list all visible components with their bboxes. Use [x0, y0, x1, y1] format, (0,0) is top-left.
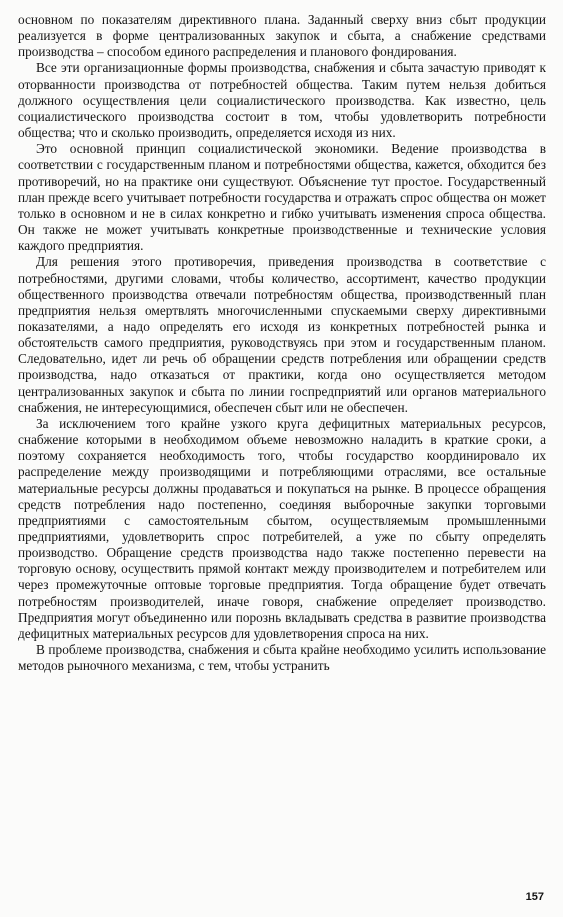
paragraph-1: основном по показателям директивного плана. Заданный сверху вниз сбыт продукции реализуется в форме централизованных закупок и сбыта, а снабжение средствами производства – способом единого распределения и планового фондирования.	[18, 12, 546, 60]
body-text	[18, 12, 546, 674]
paragraph-2: Все эти организационные формы производства, снабжения и сбыта зачастую приводят к оторванности производства от потребностей общества. Таким путем нельзя добиться должного осуществления цели социалистического производства. Как известно, цель социалистического производства состоит в том, чтобы удовлетворить потребности общества; что и сколько производить, определяется исходя из них.	[18, 60, 546, 141]
paragraph-3: Это основной принцип социалистической экономики. Ведение производства в соответствии с государственным планом и потребностями общества, кажется, обходится без противоречий, но на практике они существуют. Объяснение тут простое. Государственный план прежде всего учитывает потребности государства и отражать спрос общества он может только в основном и не в силах конкретно и гибко учитывать изменения спроса общества. Он также не может учитывать конкретные производственные и технические условия каждого предприятия.	[18, 141, 546, 254]
paragraph-4: Для решения этого противоречия, приведения производства в соответствие с потребностями, другими словами, чтобы количество, ассортимент, качество продукции общественного производства отвечали потребностям общества, производственный план предприятия нельзя омертвлять многочисленными спускаемыми сверху директивными показателями, а надо определять его исходя из конкретных потребностей рынка и обстоятельств самого предприятия, руководствуясь при этом и государственным планом. Следовательно, идет ли речь об обращении средств потребления или обращении средств производства, надо отказаться от практики, когда оно осуществляется методом централизованных закупок и сбыта по линии госпредприятий или органов материального снабжения, не интересующимися, обеспечен сбыт или не обеспечен.	[18, 254, 546, 415]
page-number: 157	[525, 891, 544, 903]
paragraph-6: В проблеме производства, снабжения и сбыта крайне необходимо усилить использование методов рыночного механизма, с тем, чтобы устранить	[18, 642, 546, 674]
paragraph-5: За исключением того крайне узкого круга дефицитных материальных ресурсов, снабжение которыми в необходимом объеме невозможно наладить в краткие сроки, а поэтому сохраняется необходимость того, чтобы государство координировало их распределение между производящими и потребляющими отраслями, все остальные материальные ресурсы должны продаваться и покупаться на рынке. В процессе обращения средств потребления надо постепенно, соединяя выборочные закупки торговыми предприятиями с самостоятельным сбытом, осуществляемым промышленными предприятиями, удовлетворить спрос потребителей, а уже по сбыту определять производство. Обращение средств производства надо также постепенно перевести на торговую основу, осуществить прямой контакт между производителем и потребителем или через промежуточные оптовые торговые предприятия. Тогда обращение будет отвечать потребностям производителей, иначе говоря, снабжение определяет производство. Предприятия могут объединенно или порознь вкладывать средства в развитие производства дефицитных материальных ресурсов для удовлетворения спроса на них.	[18, 415, 546, 641]
